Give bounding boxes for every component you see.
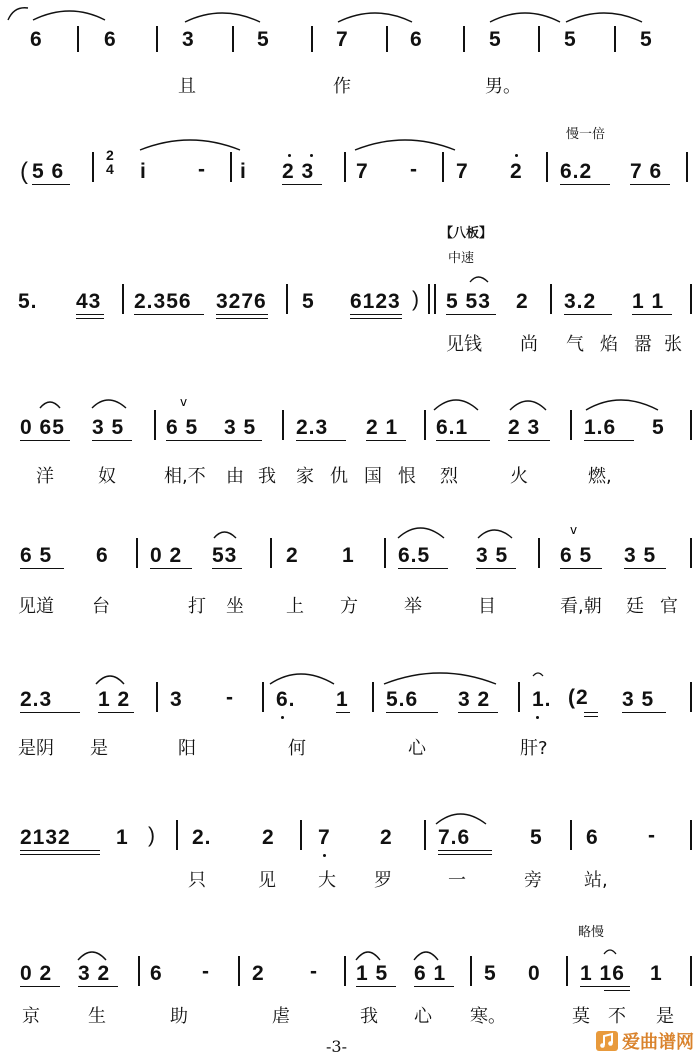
underline — [580, 986, 630, 987]
lyric: 由 — [226, 466, 244, 487]
underline — [438, 850, 492, 851]
lyric: 我 — [360, 1006, 378, 1027]
underline — [624, 568, 666, 569]
underline — [350, 314, 402, 315]
note: (2 — [568, 686, 589, 709]
note: 0 65 — [20, 416, 65, 439]
note: 5 6 — [32, 160, 65, 183]
lyric: 上 — [286, 596, 304, 617]
note: 53 — [212, 544, 238, 567]
note: 1. — [532, 688, 552, 711]
note: 5 — [652, 416, 665, 439]
lyric: 目 — [478, 596, 496, 617]
note: 2132 — [20, 826, 71, 849]
note: 5. — [18, 290, 38, 313]
tempo-annotation: 慢一倍 — [566, 127, 606, 142]
note: 3.2 — [564, 290, 597, 313]
barline — [690, 538, 692, 568]
underline — [446, 314, 496, 315]
lyric: 燃, — [588, 466, 612, 487]
barline — [238, 956, 240, 986]
lyric: 洋 — [36, 466, 54, 487]
lyric: 是阴 — [18, 738, 54, 759]
note: 6 — [96, 544, 109, 567]
note: 6 — [150, 962, 163, 985]
lyric: 嚣 — [634, 334, 652, 355]
note: 2 3 — [508, 416, 541, 439]
lyric: 何 — [288, 738, 306, 759]
note: 6. — [276, 688, 296, 711]
lyric: 恨 — [398, 466, 416, 487]
barline — [232, 26, 234, 52]
note: 6 5 — [20, 544, 53, 567]
barline — [686, 152, 688, 182]
note: 6123 — [350, 290, 401, 313]
note: ) — [412, 288, 420, 311]
barline — [344, 956, 346, 986]
underline — [508, 440, 550, 441]
underline — [78, 986, 118, 987]
tempo-annotation: 中速 — [448, 251, 475, 266]
note: 2.3 — [20, 688, 53, 711]
watermark — [596, 1028, 694, 1054]
lyric: 烈 — [440, 466, 458, 487]
lyric: 张 — [664, 334, 682, 355]
underline — [20, 712, 80, 713]
underline — [134, 314, 204, 315]
barline — [538, 538, 540, 568]
barline — [424, 410, 426, 440]
barline — [550, 284, 552, 314]
note: - — [410, 158, 418, 181]
underline — [436, 440, 490, 441]
lyric: 打 — [188, 596, 206, 617]
barline — [566, 956, 568, 986]
lyric: 台 — [92, 596, 110, 617]
lyric: 阳 — [178, 738, 196, 759]
note: - — [198, 158, 206, 181]
underline — [20, 440, 70, 441]
lyric: 气 — [566, 334, 584, 355]
barline — [154, 410, 156, 440]
barline — [138, 956, 140, 986]
note: 2.3 — [296, 416, 329, 439]
barline — [386, 26, 388, 52]
underline — [150, 568, 192, 569]
note: 1 5 — [356, 962, 389, 985]
underline — [560, 568, 602, 569]
barline — [282, 410, 284, 440]
note: 3276 — [216, 290, 267, 313]
note: 6 — [410, 28, 423, 51]
lyric: 不 — [608, 1006, 626, 1027]
lyric: 只 — [188, 870, 206, 891]
note: 1 2 — [98, 688, 131, 711]
octave-dot — [323, 854, 326, 857]
note: 5 — [530, 826, 543, 849]
note: 6 — [104, 28, 117, 51]
note: 1 — [342, 544, 355, 567]
note: 3 5 — [476, 544, 509, 567]
lyric: 生 — [88, 1006, 106, 1027]
barline — [156, 682, 158, 712]
underline — [584, 440, 634, 441]
slur-mark — [0, 660, 700, 690]
note: 6.2 — [560, 160, 593, 183]
octave-dot — [281, 716, 284, 719]
note: 2 — [252, 962, 265, 985]
barline — [372, 682, 374, 712]
lyric: 仇 — [330, 466, 348, 487]
lyric: 寒。 — [470, 1006, 506, 1027]
barline — [546, 152, 548, 182]
underline — [560, 184, 610, 185]
barline — [77, 26, 79, 52]
underline — [458, 712, 498, 713]
watermark-text: 爱曲谱网 — [622, 1032, 694, 1053]
note: 7 — [318, 826, 331, 849]
time-signature: 2 4 — [106, 147, 115, 177]
note: 1 16 — [580, 962, 625, 985]
lyric: 我 — [258, 466, 276, 487]
underline — [350, 318, 402, 319]
underline — [336, 712, 350, 713]
underline — [438, 854, 492, 855]
note: ) — [148, 824, 156, 847]
lyric: 京 — [22, 1006, 40, 1027]
note: 1 — [116, 826, 129, 849]
barline — [470, 956, 472, 986]
lyric: 看,朝 — [560, 596, 602, 617]
barline — [344, 152, 346, 182]
lyric: 家 — [296, 466, 314, 487]
underline — [630, 184, 670, 185]
lyric: 肝? — [520, 738, 548, 759]
underline — [366, 440, 406, 441]
note: 5 — [640, 28, 653, 51]
note: 7 — [456, 160, 469, 183]
barline — [690, 820, 692, 850]
lyric: 莫 — [572, 1006, 590, 1027]
lyric: 大 — [318, 870, 336, 891]
note: 2 — [286, 544, 299, 567]
note: 2 1 — [366, 416, 399, 439]
note: 2 — [262, 826, 275, 849]
lyric: 见道 — [18, 596, 54, 617]
underline — [564, 314, 612, 315]
barline — [428, 284, 430, 314]
barline — [262, 682, 264, 712]
underline — [386, 712, 438, 713]
note: 7 — [356, 160, 369, 183]
barline — [270, 538, 272, 568]
underline — [356, 986, 396, 987]
note: 3 — [170, 688, 183, 711]
note: 6 — [586, 826, 599, 849]
note: 3 5 — [622, 688, 655, 711]
note: 6 5 — [560, 544, 593, 567]
barline — [463, 26, 465, 52]
note: 1 1 — [632, 290, 665, 313]
barline — [286, 284, 288, 314]
lyric: 助 — [170, 1006, 188, 1027]
lyric: 旁 — [524, 870, 542, 891]
note: 6.5 — [398, 544, 431, 567]
octave-dot — [288, 154, 291, 157]
underline — [32, 184, 70, 185]
note: 7 — [336, 28, 349, 51]
underline — [20, 568, 64, 569]
lyric: 方 — [340, 596, 358, 617]
note: 3 2 — [458, 688, 491, 711]
underline — [632, 314, 672, 315]
underline — [212, 568, 242, 569]
note: 0 2 — [20, 962, 53, 985]
note: 2 — [380, 826, 393, 849]
barline — [384, 538, 386, 568]
note: 2.356 — [134, 290, 192, 313]
music-note-icon — [596, 1031, 618, 1051]
note: 7 6 — [630, 160, 663, 183]
note: 7.6 — [438, 826, 471, 849]
octave-dot — [536, 716, 539, 719]
barline — [92, 152, 94, 182]
note: 43 — [76, 290, 102, 313]
note: - — [226, 686, 234, 709]
lyric: 焰 — [600, 334, 618, 355]
lyric: 虐 — [272, 1006, 290, 1027]
lyric: 男。 — [485, 76, 521, 97]
lyric: 坐 — [226, 596, 244, 617]
svg-text:v: v — [570, 523, 578, 537]
octave-dot — [515, 154, 518, 157]
underline — [622, 712, 666, 713]
note: 2 3 — [282, 160, 315, 183]
barline — [230, 152, 232, 182]
slur-mark — [0, 0, 700, 30]
note: 1 — [336, 688, 349, 711]
lyric: 廷 — [626, 596, 644, 617]
note: 6 — [30, 28, 43, 51]
note: 3 5 — [624, 544, 657, 567]
note: 2. — [192, 826, 212, 849]
note: 5 — [484, 962, 497, 985]
underline — [216, 314, 268, 315]
page-number: -3- — [326, 1037, 347, 1056]
barline — [570, 820, 572, 850]
lyric: 举 — [404, 596, 422, 617]
underline — [98, 712, 134, 713]
underline — [296, 440, 346, 441]
note: 5 — [302, 290, 315, 313]
underline — [282, 184, 322, 185]
underline — [20, 986, 60, 987]
note: 5 — [489, 28, 502, 51]
barline — [538, 26, 540, 52]
lyric: 相,不 — [164, 466, 206, 487]
underline — [584, 716, 598, 717]
barline — [122, 284, 124, 314]
lyric: 罗 — [374, 870, 392, 891]
barline — [434, 284, 436, 314]
note: - — [310, 960, 318, 983]
lyric: 官 — [660, 596, 678, 617]
note: 2 — [516, 290, 529, 313]
note: 3 5 — [92, 416, 125, 439]
barline — [300, 820, 302, 850]
tempo-annotation: 略慢 — [578, 925, 605, 940]
barline — [442, 152, 444, 182]
lyric: 见 — [258, 870, 276, 891]
slur-mark — [0, 388, 700, 418]
slur-mark — [0, 130, 700, 160]
underline — [216, 318, 268, 319]
lyric: 国 — [364, 466, 382, 487]
barline — [690, 682, 692, 712]
underline — [604, 990, 630, 991]
barline — [690, 956, 692, 986]
barline — [518, 682, 520, 712]
note: 0 2 — [150, 544, 183, 567]
lyric: 是 — [656, 1006, 674, 1027]
slur-mark — [0, 264, 700, 284]
note: ( — [20, 158, 29, 185]
octave-dot — [310, 154, 313, 157]
note: 6 1 — [414, 962, 447, 985]
note: 5 — [257, 28, 270, 51]
underline — [476, 568, 516, 569]
lyric: 是 — [90, 738, 108, 759]
barline — [156, 26, 158, 52]
note: 2 — [510, 160, 523, 183]
underline — [398, 568, 448, 569]
underline — [584, 712, 598, 713]
note: 3 5 — [224, 416, 257, 439]
lyric: 一 — [448, 870, 466, 891]
lyric: 心 — [414, 1006, 432, 1027]
note: 6.1 — [436, 416, 469, 439]
section-label: 【八板】 — [440, 226, 493, 241]
slur-mark — [0, 516, 700, 546]
note: 6 5 — [166, 416, 199, 439]
barline — [614, 26, 616, 52]
underline — [414, 986, 454, 987]
lyric: 奴 — [98, 466, 116, 487]
barline — [690, 284, 692, 314]
note: 5 53 — [446, 290, 491, 313]
lyric: 且 — [178, 76, 196, 97]
note: i — [140, 160, 147, 183]
lyric: 尚 — [520, 334, 538, 355]
note: 5.6 — [386, 688, 419, 711]
note: 0 — [528, 962, 541, 985]
lyric: 火 — [510, 466, 528, 487]
barline — [570, 410, 572, 440]
barline — [311, 26, 313, 52]
lyric: 站, — [584, 870, 608, 891]
underline — [92, 440, 132, 441]
svg-text:v: v — [180, 395, 188, 409]
barline — [690, 410, 692, 440]
note: 3 2 — [78, 962, 111, 985]
note: - — [648, 824, 656, 847]
barline — [136, 538, 138, 568]
barline — [424, 820, 426, 850]
underline — [76, 314, 104, 315]
note: 3 — [182, 28, 195, 51]
note: 1.6 — [584, 416, 617, 439]
barline — [176, 820, 178, 850]
note: 1 — [650, 962, 663, 985]
note: 5 — [564, 28, 577, 51]
underline — [20, 854, 100, 855]
underline — [20, 850, 100, 851]
underline — [166, 440, 262, 441]
lyric: 见钱 — [446, 334, 482, 355]
lyric: 作 — [333, 76, 351, 97]
lyric: 心 — [408, 738, 426, 759]
note: i — [240, 160, 247, 183]
note: - — [202, 960, 210, 983]
underline — [76, 318, 104, 319]
